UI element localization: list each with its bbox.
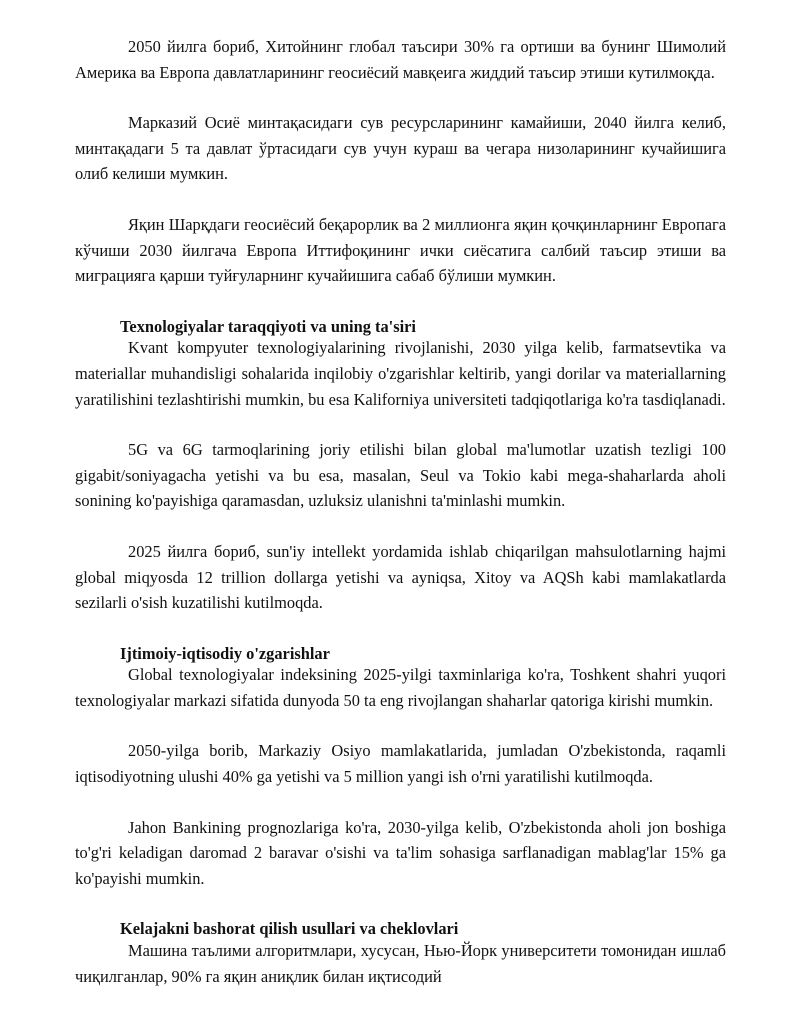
paragraph-middle-east-migration: Яқин Шарқдаги геосиёсий беқарорлик ва 2 миллионга яқин қочқинларнинг Европага кўчиши 2030 йилгача Европа Иттифоқининг ички сиёсатига салбий таъсир этиши ва миграцияга қарши туйғуларнинг кучайишига сабаб бўлиши мумкин.: [75, 214, 726, 286]
paragraph-ai-production: 2025 йилга бориб, sun'iy intellekt yordamida ishlab chiqarilgan mahsulotlarning hajmi global miqyosda 12 trillion dollarga yetishi va ayniqsa, Xitoy va AQSh kabi mamlakatlarda sezilarli o'sish kuzatilishi kutilmoqda.: [75, 541, 726, 613]
paragraph-digital-economy: 2050-yilga borib, Markaziy Osiyo mamlakatlarida, jumladan O'zbekistonda, raqamli iqtisodiyotning ulushi 40% ga yetishi va 5 million yangi ish o'rni yaratilishi kutilmoqda.: [75, 741, 726, 787]
paragraph-world-bank: Jahon Bankining prognozlariga ko'ra, 2030-yilga kelib, O'zbekistonda aholi jon boshiga to'g'ri keladigan daromad 2 baravar o'sishi va ta'lim sohasiga sarflanadigan mablag'lar 15% ga ko'payishi mumkin.: [75, 817, 726, 888]
document-page: [75, 34, 726, 989]
paragraph-5g-6g: 5G va 6G tarmoqlarining joriy etilishi bilan global ma'lumotlar uzatish tezligi 100 gigabit/soniyagacha yetishi va bu esa, masalan, Seul va Tokio kabi mega-shaharlarda aholi sonining ko'payishiga qaramasdan, uzluksiz ulanishni ta'minlashi mumkin.: [75, 440, 726, 511]
paragraph-quantum-computing: Kvant kompyuter texnologiyalarining rivojlanishi, 2030 yilga kelib, farmatsevtika va materiallar muhandisligi sohalarida inqilobiy o'zgarishlar keltirib, yangi dorilar va materiallarning yaratilishini tezlashtirishi mumkin, bu esa Kaliforniya universiteti tadqiqotlariga ko'ra tasdiqlanadi.: [75, 338, 726, 409]
paragraph-tashkent-tech: Global texnologiyalar indeksining 2025-yilgi taxminlariga ko'ra, Toshkent shahri yuqori texnologiyalar markazi sifatida dunyoda 50 ta eng rivojlangan shaharlar qatoriga kirishi mumkin.: [75, 665, 726, 710]
heading-forecasting-methods: Kelajakni bashorat qilish usullari va cheklovlari: [120, 919, 459, 939]
paragraph-machine-learning: Машина таълими алгоритмлари, хусусан, Нью-Йорк университети томонидан ишлаб чиқилганлар, 90% га яқин аниқлик билан иқтисодий: [75, 941, 726, 986]
heading-technology: Texnologiyalar taraqqiyoti va uning ta'siri: [120, 316, 416, 336]
heading-socio-economic: Ijtimoiy-iqtisodiy o'zgarishlar: [120, 643, 330, 663]
paragraph-china-influence: 2050 йилга бориб, Хитойнинг глобал таъсири 30% га ортиши ва бунинг Шимолий Америка ва Европа давлатларининг геосиёсий мавқеига жиддий таъсир этиши кутилмоқда.: [75, 37, 726, 82]
paragraph-central-asia-water: Марказий Осиё минтақасидаги сув ресурсларининг камайиши, 2040 йилга келиб, минтақадаги 5 та давлат ўртасидаги сув учун кураш ва чегара низоларининг кучайишига олиб келиши мумкин.: [75, 113, 726, 184]
